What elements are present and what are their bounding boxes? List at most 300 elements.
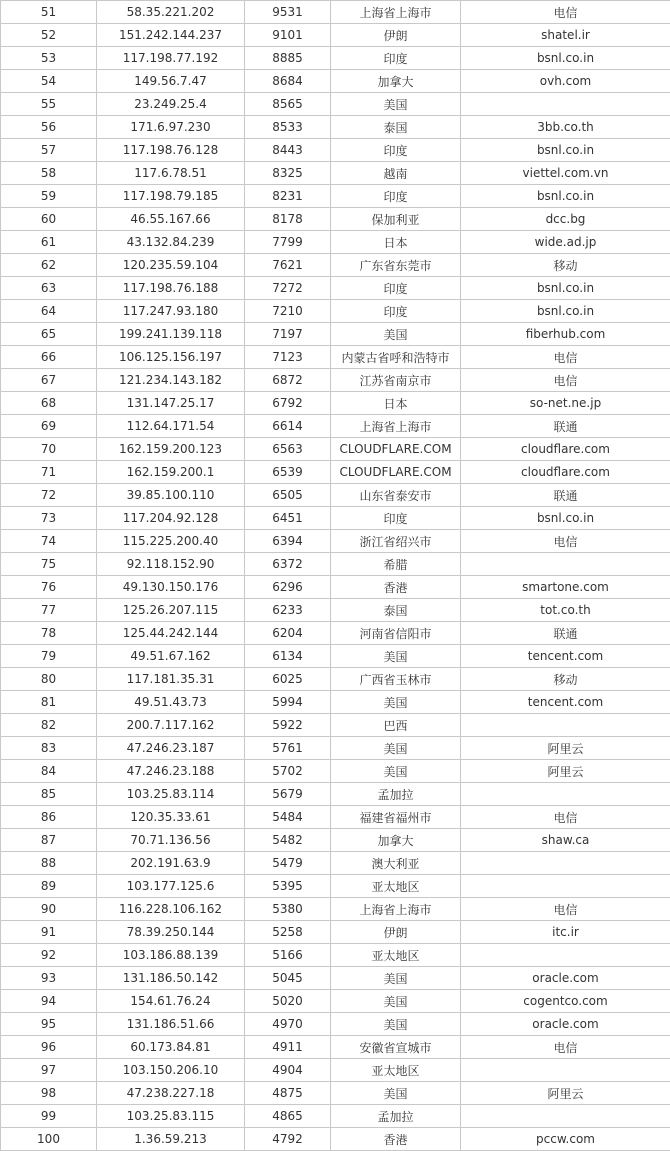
isp-cell: 联通 xyxy=(461,415,670,438)
table-row xyxy=(1,1059,670,1082)
isp-cell: oracle.com xyxy=(461,967,670,990)
rank-cell: 57 xyxy=(1,139,97,162)
rank-cell: 72 xyxy=(1,484,97,507)
isp-cell: 电信 xyxy=(461,530,670,553)
location-cell: 广西省玉林市 xyxy=(331,668,461,691)
rank-cell: 81 xyxy=(1,691,97,714)
count-cell: 5702 xyxy=(245,760,331,783)
count-cell: 5484 xyxy=(245,806,331,829)
ip-cell: 47.246.23.187 xyxy=(97,737,245,760)
table-row xyxy=(1,1128,670,1151)
location-cell: 美国 xyxy=(331,323,461,346)
isp-cell xyxy=(461,1105,670,1128)
location-cell: 加拿大 xyxy=(331,70,461,93)
isp-cell: dcc.bg xyxy=(461,208,670,231)
table-row xyxy=(1,254,670,277)
rank-cell: 80 xyxy=(1,668,97,691)
count-cell: 5994 xyxy=(245,691,331,714)
ip-cell: 103.25.83.114 xyxy=(97,783,245,806)
table-row xyxy=(1,93,670,116)
table-row xyxy=(1,300,670,323)
isp-cell: itc.ir xyxy=(461,921,670,944)
table-row xyxy=(1,70,670,93)
count-cell: 6296 xyxy=(245,576,331,599)
rank-cell: 65 xyxy=(1,323,97,346)
rank-cell: 99 xyxy=(1,1105,97,1128)
table-row xyxy=(1,898,670,921)
ip-cell: 92.118.152.90 xyxy=(97,553,245,576)
location-cell: 美国 xyxy=(331,691,461,714)
isp-cell: 阿里云 xyxy=(461,1082,670,1105)
count-cell: 4875 xyxy=(245,1082,331,1105)
isp-cell: bsnl.co.in xyxy=(461,507,670,530)
rank-cell: 95 xyxy=(1,1013,97,1036)
rank-cell: 66 xyxy=(1,346,97,369)
location-cell: 印度 xyxy=(331,139,461,162)
count-cell: 5020 xyxy=(245,990,331,1013)
table-row xyxy=(1,576,670,599)
ip-cell: 117.198.76.128 xyxy=(97,139,245,162)
ip-cell: 43.132.84.239 xyxy=(97,231,245,254)
count-cell: 5479 xyxy=(245,852,331,875)
ip-cell: 117.198.77.192 xyxy=(97,47,245,70)
isp-cell: cogentco.com xyxy=(461,990,670,1013)
isp-cell: tencent.com xyxy=(461,645,670,668)
count-cell: 8443 xyxy=(245,139,331,162)
table-row xyxy=(1,208,670,231)
ip-cell: 78.39.250.144 xyxy=(97,921,245,944)
count-cell: 8533 xyxy=(245,116,331,139)
count-cell: 5679 xyxy=(245,783,331,806)
ip-cell: 117.198.79.185 xyxy=(97,185,245,208)
location-cell: 美国 xyxy=(331,967,461,990)
location-cell: 日本 xyxy=(331,231,461,254)
ip-cell: 49.51.43.73 xyxy=(97,691,245,714)
ip-cell: 120.235.59.104 xyxy=(97,254,245,277)
count-cell: 5922 xyxy=(245,714,331,737)
isp-cell: 电信 xyxy=(461,898,670,921)
ip-cell: 202.191.63.9 xyxy=(97,852,245,875)
table-row xyxy=(1,530,670,553)
isp-cell: 联通 xyxy=(461,622,670,645)
table-row xyxy=(1,277,670,300)
location-cell: 亚太地区 xyxy=(331,1059,461,1082)
location-cell: 日本 xyxy=(331,392,461,415)
rank-cell: 53 xyxy=(1,47,97,70)
location-cell: 孟加拉 xyxy=(331,783,461,806)
table-row xyxy=(1,1036,670,1059)
rank-cell: 74 xyxy=(1,530,97,553)
location-cell: 印度 xyxy=(331,300,461,323)
location-cell: 伊朗 xyxy=(331,24,461,47)
rank-cell: 64 xyxy=(1,300,97,323)
rank-cell: 88 xyxy=(1,852,97,875)
table-row xyxy=(1,967,670,990)
isp-cell: bsnl.co.in xyxy=(461,139,670,162)
table-row xyxy=(1,461,670,484)
table-row xyxy=(1,829,670,852)
count-cell: 6025 xyxy=(245,668,331,691)
isp-cell: cloudflare.com xyxy=(461,461,670,484)
isp-cell: cloudflare.com xyxy=(461,438,670,461)
rank-cell: 70 xyxy=(1,438,97,461)
isp-cell: wide.ad.jp xyxy=(461,231,670,254)
rank-cell: 82 xyxy=(1,714,97,737)
location-cell: 美国 xyxy=(331,93,461,116)
isp-cell: shaw.ca xyxy=(461,829,670,852)
location-cell: 印度 xyxy=(331,47,461,70)
table-row xyxy=(1,1,670,24)
table-row xyxy=(1,783,670,806)
isp-cell xyxy=(461,93,670,116)
rank-cell: 98 xyxy=(1,1082,97,1105)
table-row xyxy=(1,162,670,185)
rank-cell: 62 xyxy=(1,254,97,277)
table-row xyxy=(1,185,670,208)
isp-cell: tot.co.th xyxy=(461,599,670,622)
location-cell: 福建省福州市 xyxy=(331,806,461,829)
count-cell: 6233 xyxy=(245,599,331,622)
isp-cell: 电信 xyxy=(461,346,670,369)
count-cell: 6563 xyxy=(245,438,331,461)
table-row xyxy=(1,691,670,714)
isp-cell: 3bb.co.th xyxy=(461,116,670,139)
rank-cell: 83 xyxy=(1,737,97,760)
location-cell: 希腊 xyxy=(331,553,461,576)
location-cell: 加拿大 xyxy=(331,829,461,852)
rank-cell: 56 xyxy=(1,116,97,139)
table-row xyxy=(1,622,670,645)
location-cell: 亚太地区 xyxy=(331,944,461,967)
rank-cell: 68 xyxy=(1,392,97,415)
ip-cell: 125.26.207.115 xyxy=(97,599,245,622)
isp-cell: ovh.com xyxy=(461,70,670,93)
location-cell: 香港 xyxy=(331,1128,461,1151)
location-cell: 江苏省南京市 xyxy=(331,369,461,392)
rank-cell: 67 xyxy=(1,369,97,392)
isp-cell xyxy=(461,852,670,875)
count-cell: 7799 xyxy=(245,231,331,254)
ip-cell: 117.6.78.51 xyxy=(97,162,245,185)
rank-cell: 60 xyxy=(1,208,97,231)
ip-cell: 47.238.227.18 xyxy=(97,1082,245,1105)
ip-cell: 125.44.242.144 xyxy=(97,622,245,645)
ip-cell: 103.25.83.115 xyxy=(97,1105,245,1128)
count-cell: 4904 xyxy=(245,1059,331,1082)
isp-cell: shatel.ir xyxy=(461,24,670,47)
count-cell: 5395 xyxy=(245,875,331,898)
count-cell: 6372 xyxy=(245,553,331,576)
location-cell: 安徽省宣城市 xyxy=(331,1036,461,1059)
isp-cell: bsnl.co.in xyxy=(461,300,670,323)
count-cell: 8565 xyxy=(245,93,331,116)
table-body xyxy=(1,1,670,1151)
table-row xyxy=(1,668,670,691)
isp-cell xyxy=(461,1059,670,1082)
isp-cell: 移动 xyxy=(461,668,670,691)
location-cell: CLOUDFLARE.COM xyxy=(331,461,461,484)
table-row xyxy=(1,875,670,898)
table-row xyxy=(1,553,670,576)
ip-cell: 58.35.221.202 xyxy=(97,1,245,24)
table-row xyxy=(1,323,670,346)
table-row xyxy=(1,645,670,668)
count-cell: 6204 xyxy=(245,622,331,645)
count-cell: 6394 xyxy=(245,530,331,553)
location-cell: 美国 xyxy=(331,1082,461,1105)
table-row xyxy=(1,806,670,829)
location-cell: 内蒙古省呼和浩特市 xyxy=(331,346,461,369)
isp-cell: bsnl.co.in xyxy=(461,277,670,300)
table-row xyxy=(1,714,670,737)
count-cell: 9531 xyxy=(245,1,331,24)
location-cell: 泰国 xyxy=(331,116,461,139)
count-cell: 5258 xyxy=(245,921,331,944)
ip-cell: 120.35.33.61 xyxy=(97,806,245,829)
count-cell: 6134 xyxy=(245,645,331,668)
table-row xyxy=(1,599,670,622)
ip-cell: 149.56.7.47 xyxy=(97,70,245,93)
table-row xyxy=(1,921,670,944)
ip-cell: 103.186.88.139 xyxy=(97,944,245,967)
isp-cell: bsnl.co.in xyxy=(461,185,670,208)
ip-cell: 162.159.200.1 xyxy=(97,461,245,484)
isp-cell: so-net.ne.jp xyxy=(461,392,670,415)
ip-cell: 171.6.97.230 xyxy=(97,116,245,139)
table-row xyxy=(1,990,670,1013)
isp-cell: smartone.com xyxy=(461,576,670,599)
table-row xyxy=(1,369,670,392)
rank-cell: 55 xyxy=(1,93,97,116)
location-cell: 美国 xyxy=(331,737,461,760)
table-row xyxy=(1,944,670,967)
isp-cell xyxy=(461,783,670,806)
isp-cell: viettel.com.vn xyxy=(461,162,670,185)
location-cell: 澳大利亚 xyxy=(331,852,461,875)
table-row xyxy=(1,116,670,139)
ip-cell: 103.177.125.6 xyxy=(97,875,245,898)
table-row xyxy=(1,1082,670,1105)
rank-cell: 54 xyxy=(1,70,97,93)
ip-cell: 115.225.200.40 xyxy=(97,530,245,553)
location-cell: 伊朗 xyxy=(331,921,461,944)
isp-cell: 电信 xyxy=(461,806,670,829)
count-cell: 5380 xyxy=(245,898,331,921)
rank-cell: 91 xyxy=(1,921,97,944)
ip-cell: 117.247.93.180 xyxy=(97,300,245,323)
count-cell: 4911 xyxy=(245,1036,331,1059)
count-cell: 8231 xyxy=(245,185,331,208)
isp-cell xyxy=(461,553,670,576)
ip-cell: 106.125.156.197 xyxy=(97,346,245,369)
count-cell: 6614 xyxy=(245,415,331,438)
isp-cell: 移动 xyxy=(461,254,670,277)
rank-cell: 59 xyxy=(1,185,97,208)
count-cell: 6792 xyxy=(245,392,331,415)
table-row xyxy=(1,346,670,369)
rank-cell: 85 xyxy=(1,783,97,806)
ip-cell: 49.130.150.176 xyxy=(97,576,245,599)
ip-cell: 117.204.92.128 xyxy=(97,507,245,530)
count-cell: 8684 xyxy=(245,70,331,93)
isp-cell: 电信 xyxy=(461,1,670,24)
location-cell: 巴西 xyxy=(331,714,461,737)
table-row xyxy=(1,1013,670,1036)
table-row xyxy=(1,47,670,70)
table-row xyxy=(1,231,670,254)
rank-cell: 61 xyxy=(1,231,97,254)
location-cell: 美国 xyxy=(331,760,461,783)
count-cell: 5045 xyxy=(245,967,331,990)
count-cell: 5482 xyxy=(245,829,331,852)
rank-cell: 93 xyxy=(1,967,97,990)
rank-cell: 77 xyxy=(1,599,97,622)
ip-cell: 70.71.136.56 xyxy=(97,829,245,852)
ip-cell: 131.186.51.66 xyxy=(97,1013,245,1036)
location-cell: 保加利亚 xyxy=(331,208,461,231)
ip-cell: 103.150.206.10 xyxy=(97,1059,245,1082)
table-row xyxy=(1,760,670,783)
isp-cell xyxy=(461,944,670,967)
count-cell: 6451 xyxy=(245,507,331,530)
location-cell: 山东省泰安市 xyxy=(331,484,461,507)
count-cell: 7210 xyxy=(245,300,331,323)
location-cell: 香港 xyxy=(331,576,461,599)
location-cell: 印度 xyxy=(331,277,461,300)
isp-cell: fiberhub.com xyxy=(461,323,670,346)
location-cell: 上海省上海市 xyxy=(331,415,461,438)
isp-cell: 阿里云 xyxy=(461,737,670,760)
count-cell: 7123 xyxy=(245,346,331,369)
count-cell: 4865 xyxy=(245,1105,331,1128)
location-cell: 广东省东莞市 xyxy=(331,254,461,277)
location-cell: 泰国 xyxy=(331,599,461,622)
location-cell: 印度 xyxy=(331,507,461,530)
ip-cell: 60.173.84.81 xyxy=(97,1036,245,1059)
ip-cell: 23.249.25.4 xyxy=(97,93,245,116)
rank-cell: 100 xyxy=(1,1128,97,1151)
table-row xyxy=(1,852,670,875)
location-cell: 美国 xyxy=(331,645,461,668)
location-cell: 孟加拉 xyxy=(331,1105,461,1128)
rank-cell: 78 xyxy=(1,622,97,645)
ip-cell: 46.55.167.66 xyxy=(97,208,245,231)
rank-cell: 58 xyxy=(1,162,97,185)
rank-cell: 89 xyxy=(1,875,97,898)
count-cell: 6505 xyxy=(245,484,331,507)
count-cell: 4792 xyxy=(245,1128,331,1151)
isp-cell: oracle.com xyxy=(461,1013,670,1036)
isp-cell: 电信 xyxy=(461,1036,670,1059)
ip-cell: 47.246.23.188 xyxy=(97,760,245,783)
rank-cell: 86 xyxy=(1,806,97,829)
rank-cell: 92 xyxy=(1,944,97,967)
count-cell: 7197 xyxy=(245,323,331,346)
ip-cell: 116.228.106.162 xyxy=(97,898,245,921)
location-cell: 亚太地区 xyxy=(331,875,461,898)
count-cell: 7621 xyxy=(245,254,331,277)
ip-cell: 49.51.67.162 xyxy=(97,645,245,668)
isp-cell: bsnl.co.in xyxy=(461,47,670,70)
count-cell: 4970 xyxy=(245,1013,331,1036)
rank-cell: 75 xyxy=(1,553,97,576)
rank-cell: 52 xyxy=(1,24,97,47)
rank-cell: 84 xyxy=(1,760,97,783)
table-row xyxy=(1,24,670,47)
count-cell: 5166 xyxy=(245,944,331,967)
table-row xyxy=(1,415,670,438)
rank-cell: 73 xyxy=(1,507,97,530)
rank-cell: 94 xyxy=(1,990,97,1013)
table-row xyxy=(1,484,670,507)
ip-cell: 151.242.144.237 xyxy=(97,24,245,47)
ip-cell: 112.64.171.54 xyxy=(97,415,245,438)
table-row xyxy=(1,507,670,530)
table-row xyxy=(1,392,670,415)
table-row xyxy=(1,1105,670,1128)
count-cell: 8885 xyxy=(245,47,331,70)
rank-cell: 69 xyxy=(1,415,97,438)
isp-cell: tencent.com xyxy=(461,691,670,714)
table-row xyxy=(1,438,670,461)
ip-cell: 162.159.200.123 xyxy=(97,438,245,461)
location-cell: 浙江省绍兴市 xyxy=(331,530,461,553)
ip-cell: 200.7.117.162 xyxy=(97,714,245,737)
isp-cell: 阿里云 xyxy=(461,760,670,783)
count-cell: 9101 xyxy=(245,24,331,47)
ip-cell: 154.61.76.24 xyxy=(97,990,245,1013)
isp-cell xyxy=(461,714,670,737)
ip-cell: 117.181.35.31 xyxy=(97,668,245,691)
isp-cell xyxy=(461,875,670,898)
rank-cell: 71 xyxy=(1,461,97,484)
ip-cell: 121.234.143.182 xyxy=(97,369,245,392)
location-cell: 上海省上海市 xyxy=(331,1,461,24)
rank-cell: 79 xyxy=(1,645,97,668)
count-cell: 8325 xyxy=(245,162,331,185)
rank-cell: 63 xyxy=(1,277,97,300)
count-cell: 5761 xyxy=(245,737,331,760)
rank-cell: 76 xyxy=(1,576,97,599)
isp-cell: 电信 xyxy=(461,369,670,392)
rank-cell: 87 xyxy=(1,829,97,852)
location-cell: 美国 xyxy=(331,1013,461,1036)
ip-cell: 131.186.50.142 xyxy=(97,967,245,990)
ip-cell: 117.198.76.188 xyxy=(97,277,245,300)
location-cell: 河南省信阳市 xyxy=(331,622,461,645)
location-cell: 美国 xyxy=(331,990,461,1013)
rank-cell: 96 xyxy=(1,1036,97,1059)
isp-cell: pccw.com xyxy=(461,1128,670,1151)
location-cell: CLOUDFLARE.COM xyxy=(331,438,461,461)
isp-cell: 联通 xyxy=(461,484,670,507)
ip-cell: 199.241.139.118 xyxy=(97,323,245,346)
rank-cell: 51 xyxy=(1,1,97,24)
ip-cell: 131.147.25.17 xyxy=(97,392,245,415)
ip-cell: 39.85.100.110 xyxy=(97,484,245,507)
table-row xyxy=(1,139,670,162)
count-cell: 6872 xyxy=(245,369,331,392)
count-cell: 8178 xyxy=(245,208,331,231)
rank-cell: 97 xyxy=(1,1059,97,1082)
location-cell: 越南 xyxy=(331,162,461,185)
location-cell: 上海省上海市 xyxy=(331,898,461,921)
rank-cell: 90 xyxy=(1,898,97,921)
count-cell: 6539 xyxy=(245,461,331,484)
ip-cell: 1.36.59.213 xyxy=(97,1128,245,1151)
table-row xyxy=(1,737,670,760)
location-cell: 印度 xyxy=(331,185,461,208)
